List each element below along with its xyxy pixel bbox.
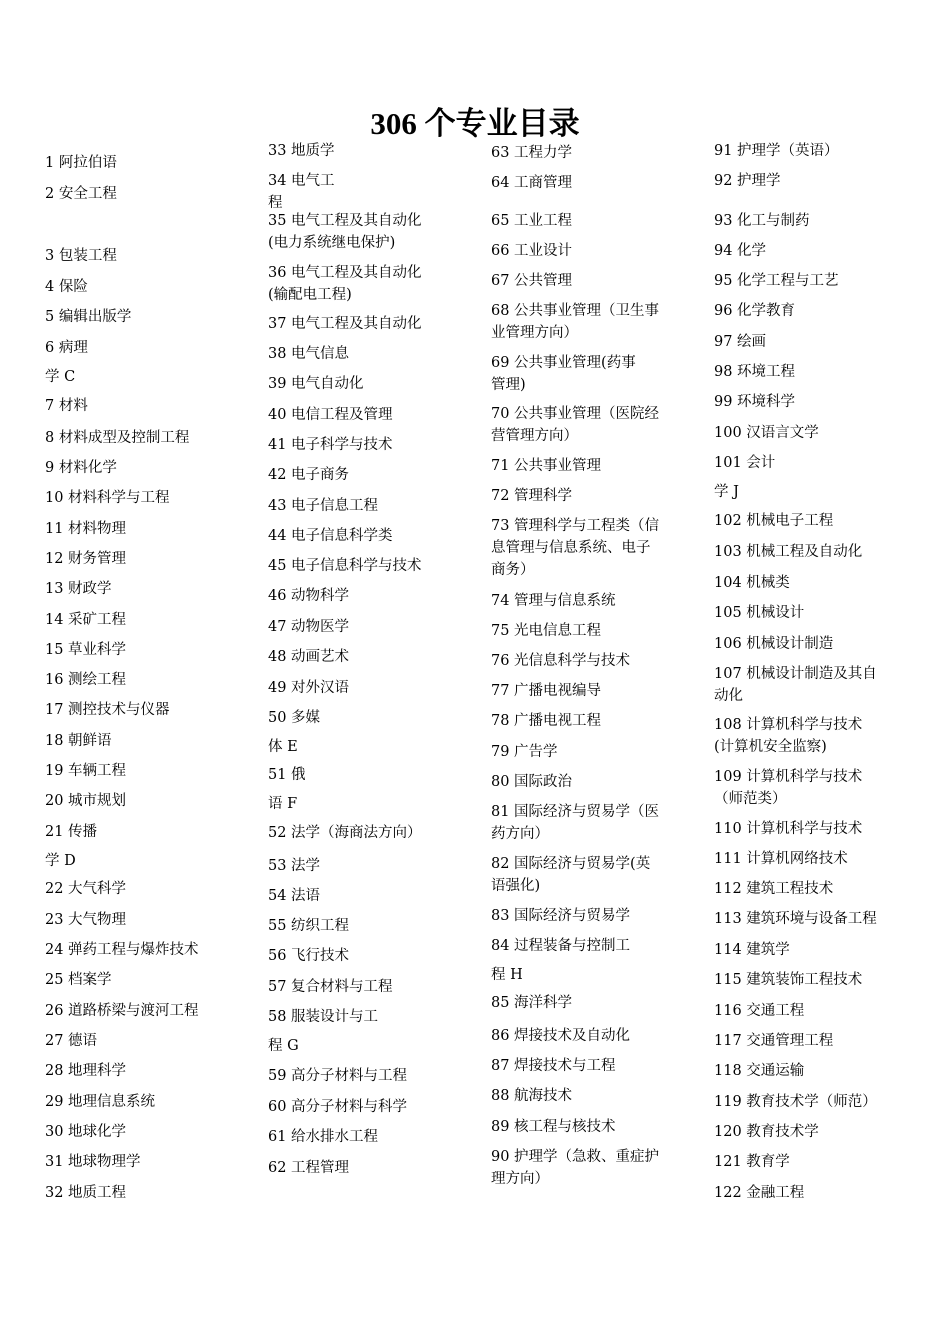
list-item: 33 地质学 [268, 143, 335, 159]
list-item: 92 护理学 [714, 173, 781, 189]
list-item: 108 计算机科学与技术 (计算机安全监察) [714, 717, 863, 755]
list-item: 96 化学教育 [714, 303, 796, 319]
list-item: 102 机械电子工程 [714, 513, 834, 529]
list-item: 84 过程装备与控制工 [491, 938, 631, 954]
list-item: 118 交通运输 [714, 1063, 805, 1079]
list-item: 111 计算机网络技术 [714, 851, 848, 867]
list-item: 41 电子科学与技术 [268, 437, 393, 453]
list-item: 30 地球化学 [45, 1124, 127, 1140]
list-item: 27 德语 [45, 1033, 98, 1049]
list-item: 1 阿拉伯语 [45, 155, 117, 171]
list-item: 24 弹药工程与爆炸技术 [45, 942, 199, 958]
list-item: 63 工程力学 [491, 145, 573, 161]
list-item: 60 高分子材料与科学 [268, 1099, 408, 1115]
list-item: 47 动物医学 [268, 619, 350, 635]
list-item: 55 纺织工程 [268, 918, 350, 934]
list-item: 110 计算机科学与技术 [714, 821, 863, 837]
list-item: 90 护理学（急救、重症护 理方向） [491, 1149, 660, 1187]
list-item: 62 工程管理 [268, 1160, 350, 1176]
list-item: 29 地理信息系统 [45, 1094, 156, 1110]
list-item: 76 光信息科学与技术 [491, 653, 631, 669]
list-item: 109 计算机科学与技术 （师范类） [714, 769, 863, 807]
list-item: 87 焊接技术与工程 [491, 1058, 616, 1074]
list-item: 语 F [268, 796, 298, 812]
list-item: 50 多媒 [268, 710, 321, 726]
list-item: 112 建筑工程技术 [714, 881, 834, 897]
list-item: 73 管理科学与工程类（信 息管理与信息系统、电子 商务） [491, 518, 660, 578]
list-item: 45 电子信息科学与技术 [268, 558, 422, 574]
list-item: 学 C [45, 369, 76, 385]
list-item: 35 电气工程及其自动化 (电力系统继电保护) [268, 213, 422, 251]
list-item: 65 工业工程 [491, 213, 573, 229]
list-item: 83 国际经济与贸易学 [491, 908, 631, 924]
list-item: 64 工商管理 [491, 175, 573, 191]
list-item: 16 测绘工程 [45, 672, 127, 688]
list-item: 37 电气工程及其自动化 [268, 316, 422, 332]
list-item: 49 对外汉语 [268, 680, 350, 696]
list-item: 79 广告学 [491, 744, 558, 760]
list-item: 68 公共事业管理（卫生事 业管理方向） [491, 303, 660, 341]
list-item: 程 G [268, 1038, 299, 1054]
list-item: 70 公共事业管理（医院经 营管理方向） [491, 406, 660, 444]
list-item: 94 化学 [714, 243, 767, 259]
list-item: 69 公共事业管理(药事 管理) [491, 355, 636, 393]
list-item: 99 环境科学 [714, 394, 796, 410]
list-item: 115 建筑装饰工程技术 [714, 972, 863, 988]
list-item: 26 道路桥梁与渡河工程 [45, 1003, 199, 1019]
list-item: 77 广播电视编导 [491, 683, 602, 699]
list-item: 93 化工与制药 [714, 213, 810, 229]
list-item: 14 采矿工程 [45, 612, 127, 628]
list-item: 5 编辑出版学 [45, 309, 132, 325]
list-item: 75 光电信息工程 [491, 623, 602, 639]
list-item: 31 地球物理学 [45, 1154, 141, 1170]
list-item: 82 国际经济与贸易学(英 语强化) [491, 856, 651, 894]
list-item: 81 国际经济与贸易学（医 药方向） [491, 804, 660, 842]
list-item: 113 建筑环境与设备工程 [714, 911, 877, 927]
list-item: 89 核工程与核技术 [491, 1119, 616, 1135]
list-item: 72 管理科学 [491, 488, 573, 504]
list-item: 51 俄 [268, 767, 306, 783]
list-item: 39 电气自动化 [268, 376, 364, 392]
list-item: 103 机械工程及自动化 [714, 544, 863, 560]
list-item: 学 D [45, 853, 76, 869]
list-item: 36 电气工程及其自动化 (输配电工程) [268, 265, 422, 303]
list-item: 18 朝鲜语 [45, 733, 112, 749]
list-item: 4 保险 [45, 279, 88, 295]
list-item: 46 动物科学 [268, 588, 350, 604]
list-item: 116 交通工程 [714, 1003, 805, 1019]
list-item: 22 大气科学 [45, 881, 127, 897]
list-item: 44 电子信息科学类 [268, 528, 393, 544]
page-title: 306 个专业目录 [370, 106, 580, 141]
list-item: 114 建筑学 [714, 942, 790, 958]
list-item: 42 电子商务 [268, 467, 350, 483]
list-item: 58 服装设计与工 [268, 1009, 379, 1025]
list-item: 61 给水排水工程 [268, 1129, 379, 1145]
list-item: 54 法语 [268, 888, 321, 904]
list-item: 71 公共事业管理 [491, 458, 602, 474]
list-item: 56 飞行技术 [268, 948, 350, 964]
list-item: 学 J [714, 484, 739, 500]
list-item: 25 档案学 [45, 972, 112, 988]
list-item: 11 材料物理 [45, 521, 127, 537]
list-item: 34 电气工 程 [268, 173, 335, 211]
list-item: 19 车辆工程 [45, 763, 127, 779]
list-item: 32 地质工程 [45, 1185, 127, 1201]
list-item: 78 广播电视工程 [491, 713, 602, 729]
list-item: 17 测控技术与仪器 [45, 702, 170, 718]
list-item: 101 会计 [714, 455, 776, 471]
list-item: 7 材料 [45, 398, 88, 414]
list-item: 88 航海技术 [491, 1088, 573, 1104]
list-item: 10 材料科学与工程 [45, 490, 170, 506]
list-item: 97 绘画 [714, 334, 767, 350]
list-item: 120 教育技术学 [714, 1124, 819, 1140]
list-item: 53 法学 [268, 858, 321, 874]
list-item: 67 公共管理 [491, 273, 573, 289]
list-item: 38 电气信息 [268, 346, 350, 362]
list-item: 15 草业科学 [45, 642, 127, 658]
list-item: 117 交通管理工程 [714, 1033, 834, 1049]
list-item: 91 护理学（英语） [714, 143, 839, 159]
list-item: 107 机械设计制造及其自 动化 [714, 666, 877, 704]
list-item: 21 传播 [45, 824, 98, 840]
list-item: 85 海洋科学 [491, 995, 573, 1011]
list-item: 43 电子信息工程 [268, 498, 379, 514]
list-item: 106 机械设计制造 [714, 636, 834, 652]
list-item: 48 动画艺术 [268, 649, 350, 665]
list-item: 13 财政学 [45, 581, 112, 597]
list-item: 40 电信工程及管理 [268, 407, 393, 423]
list-item: 2 安全工程 [45, 186, 117, 202]
list-item: 52 法学（海商法方向） [268, 825, 422, 841]
list-item: 80 国际政治 [491, 774, 573, 790]
list-item: 66 工业设计 [491, 243, 573, 259]
list-item: 105 机械设计 [714, 605, 805, 621]
list-item: 20 城市规划 [45, 793, 127, 809]
list-item: 8 材料成型及控制工程 [45, 430, 190, 446]
list-item: 119 教育技术学（师范） [714, 1094, 877, 1110]
list-item: 12 财务管理 [45, 551, 127, 567]
list-item: 59 高分子材料与工程 [268, 1068, 408, 1084]
list-item: 122 金融工程 [714, 1185, 805, 1201]
list-item: 3 包装工程 [45, 248, 117, 264]
list-item: 95 化学工程与工艺 [714, 273, 839, 289]
list-item: 74 管理与信息系统 [491, 593, 616, 609]
list-item: 体 E [268, 739, 298, 755]
list-item: 57 复合材料与工程 [268, 979, 393, 995]
list-item: 104 机械类 [714, 575, 790, 591]
list-item: 98 环境工程 [714, 364, 796, 380]
list-item: 121 教育学 [714, 1154, 790, 1170]
list-item: 6 病理 [45, 340, 88, 356]
list-item: 28 地理科学 [45, 1063, 127, 1079]
list-item: 程 H [491, 967, 523, 983]
list-item: 9 材料化学 [45, 460, 117, 476]
list-item: 23 大气物理 [45, 912, 127, 928]
list-item: 100 汉语言文学 [714, 425, 819, 441]
list-item: 86 焊接技术及自动化 [491, 1028, 631, 1044]
